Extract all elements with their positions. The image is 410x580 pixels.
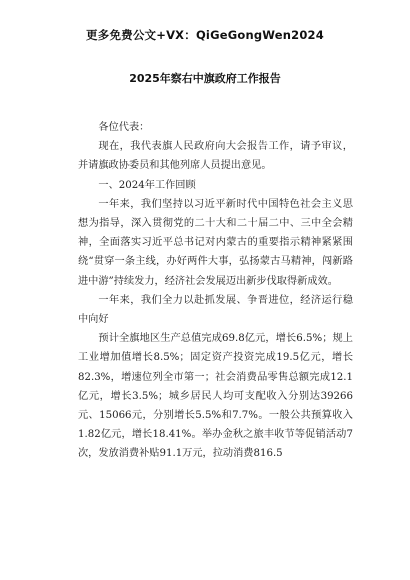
paragraph-subheading: 一年来，我们全力以赴抓发展、争晋进位，经济运行稳中向好: [78, 294, 353, 326]
watermark-header: 更多免费公文+VX：QiGeGongWen2024: [86, 28, 324, 42]
document-title: 2025年察右中旗政府工作报告: [129, 72, 281, 85]
salutation: 各位代表：: [98, 122, 150, 133]
section-heading: 一、2024年工作回顾: [98, 179, 196, 191]
paragraph-intro: 现在，我代表旗人民政府向大会报告工作，请予审议，并请旗政协委员和其他列席人员提出意见。: [78, 141, 353, 172]
paragraph-economy: 预计全旗地区生产总值完成69.8亿元，增长6.5%；规上工业增加值增长8.5%；固定资产投资完成19.5亿元，增长82.3%，增速位列全市第一；社会消费品零售总额完成12.1亿元，增长3.5%；城乡居民人均可支配收入分别达39266元、15066元，分别增长5.5%和7.7%。一般公共预算收入1.82亿元，增长18.41%。举办金秋之旅丰收节等促销活动7次，发放消费补贴91.1万元，拉动消费816.5: [78, 333, 353, 460]
document-body: [78, 118, 353, 464]
paragraph-review: 一年来，我们坚持以习近平新时代中国特色社会主义思想为指导，深入贯彻党的二十大和二十届二中、三中全会精神，全面落实习近平总书记对内蒙古的重要指示精神紧紧围绕“贯穿一条主线，办好两件大事，弘扬蒙古马精神，闯新路进中游”持续发力，经济社会发展迈出新步伐取得新成效。: [78, 198, 353, 287]
